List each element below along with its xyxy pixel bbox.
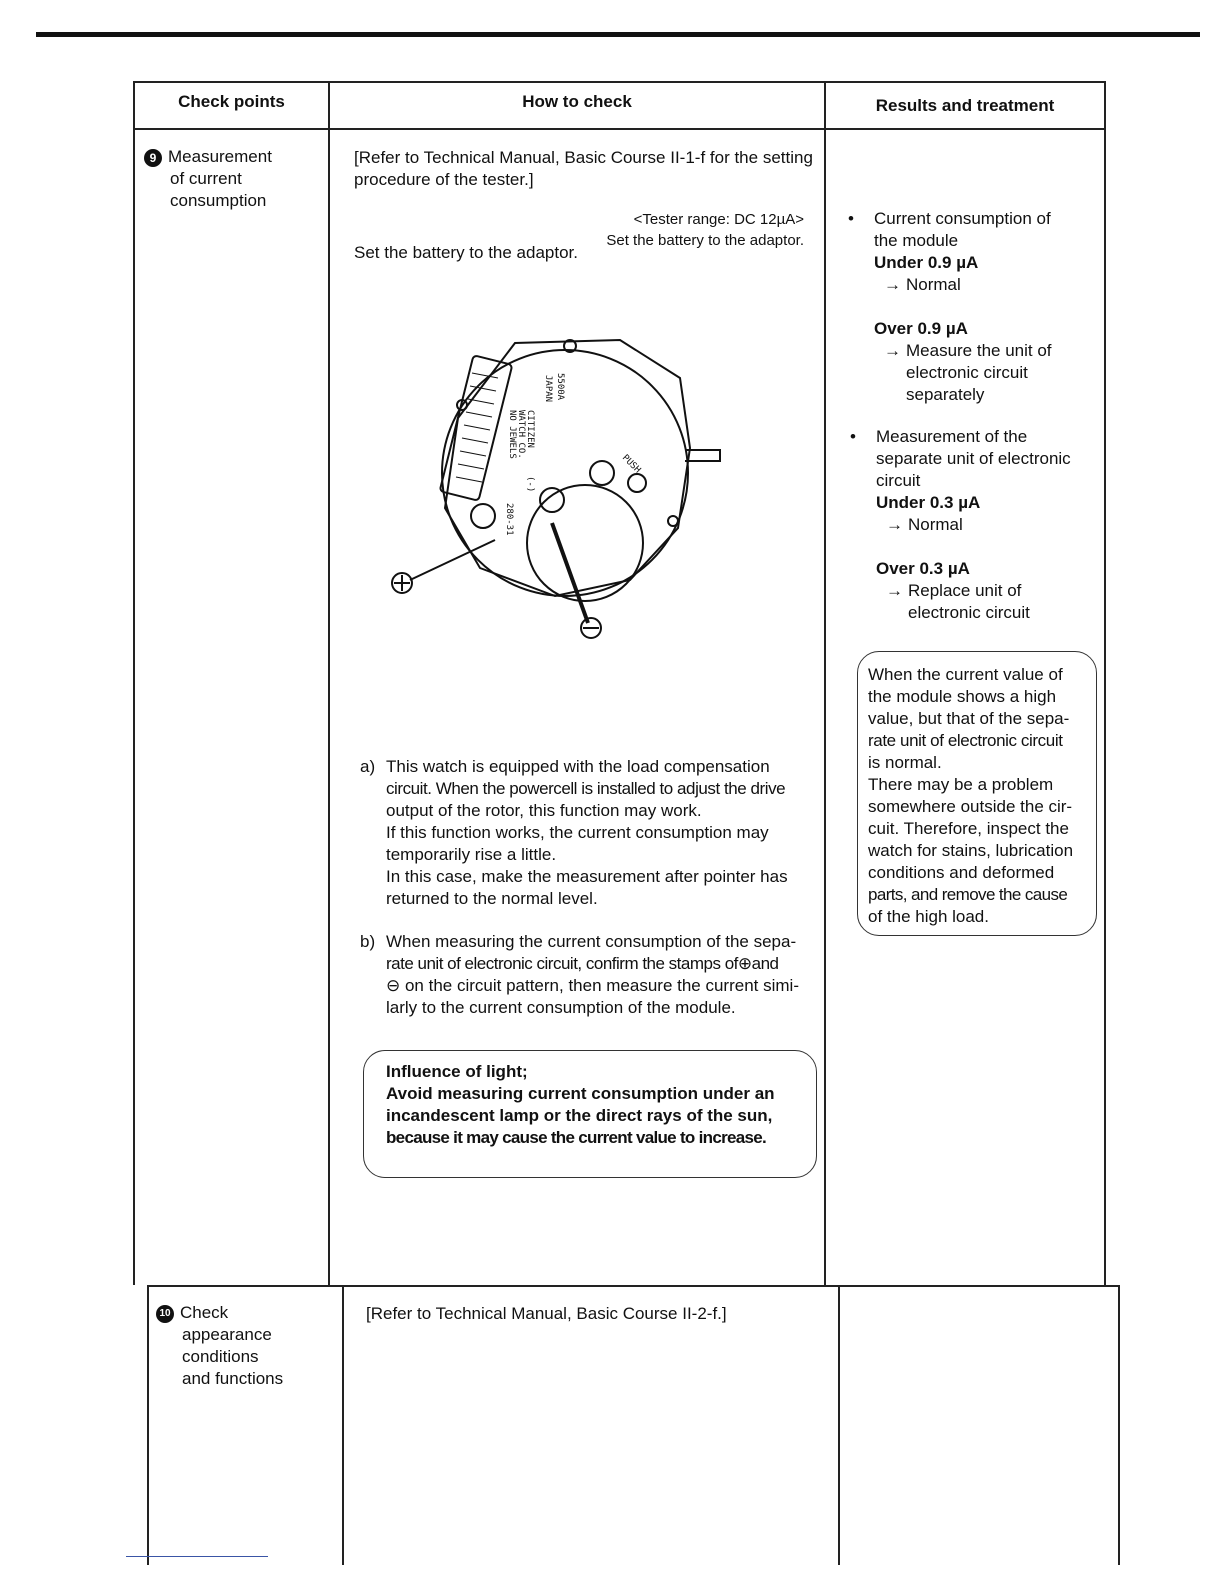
note-box-line: the module shows a high — [868, 687, 1057, 706]
result-bullet-1: • — [848, 209, 854, 228]
note-a-line: If this function works, the current consumption may — [386, 823, 769, 842]
note-box-line: somewhere outside the cir- — [868, 797, 1073, 816]
result-1-line: the module — [874, 231, 959, 250]
check-point-9-line2: of current — [170, 169, 242, 188]
header-how-to-check: How to check — [522, 92, 632, 111]
result-bullet-2: • — [850, 427, 856, 446]
battery-clamp — [540, 488, 564, 512]
hole-2 — [668, 516, 678, 526]
note-b — [360, 931, 818, 1019]
diagram-label-japan: JAPAN — [543, 375, 553, 403]
result-2-over: Over 0.3 µA — [876, 559, 970, 578]
column-divider-2-lower — [838, 1285, 840, 1565]
result-2-under-result: Normal — [908, 515, 963, 534]
check-point-10-line2: appearance — [182, 1325, 272, 1344]
check-point-9-line1: Measurement — [168, 147, 272, 166]
check-point-9 — [144, 146, 324, 212]
movement-diagram — [380, 318, 730, 658]
minus-probe — [552, 523, 588, 623]
result-2-over-line: electronic circuit — [908, 603, 1030, 622]
note-a-line: In this case, make the measurement after pointer has — [386, 867, 788, 886]
column-divider-1 — [328, 81, 330, 1285]
check-point-10-line3: conditions — [182, 1347, 259, 1366]
check-point-10-line4: and functions — [182, 1369, 284, 1388]
column-divider-2 — [824, 81, 826, 1285]
diagram-label-no-jewels: NO JEWELS — [507, 410, 517, 459]
note-b-marker: b) — [360, 932, 376, 951]
note-box-line: rate unit of electronic circuit — [868, 731, 1063, 750]
check-point-9-line3: consumption — [170, 191, 267, 210]
table-top-border — [133, 81, 1106, 83]
light-box-title: Influence of light; — [386, 1062, 528, 1081]
diagram-label-5500a: 5500A — [555, 373, 565, 401]
note-a-line: circuit. When the powercell is installed to adjust the drive — [386, 779, 786, 798]
diagram-label-citizen: CITIZEN — [525, 410, 535, 448]
result-2-line: circuit — [876, 471, 921, 490]
screw-3 — [628, 474, 646, 492]
result-1-over-line: Measure the unit of — [906, 341, 1052, 360]
top-rule — [36, 32, 1200, 37]
note-a-line: temporarily rise a little. — [386, 845, 557, 864]
battery-cell — [527, 485, 643, 601]
arrow-icon: → — [886, 581, 903, 600]
refer-basic-course — [354, 147, 814, 191]
result-2-under: Under 0.3 µA — [876, 493, 981, 512]
result-separate-unit — [850, 426, 1100, 624]
plus-sign — [394, 575, 410, 591]
high-load-note-box — [857, 651, 1097, 936]
note-a — [360, 756, 818, 910]
note-box-line: When the current value of — [868, 665, 1063, 684]
refer-line2: procedure of the tester.] — [354, 170, 534, 189]
note-b-line: rate unit of electronic circuit, confirm the stamps of⊕and — [386, 954, 779, 973]
result-1-under: Under 0.9 µA — [874, 253, 979, 272]
note-box-line: There may be a problem — [868, 775, 1054, 794]
light-box-line: Avoid measuring current consumption under an — [386, 1084, 775, 1103]
light-box-line: because it may cause the current value to increase. — [386, 1128, 767, 1147]
tester-range: <Tester range: DC 12µA> — [633, 211, 804, 228]
note-a-line: output of the rotor, this function may work. — [386, 801, 702, 820]
table-left-border-lower — [147, 1285, 149, 1565]
bottom-rule — [126, 1556, 268, 1557]
result-2-line: Measurement of the — [876, 427, 1028, 446]
note-box-line: watch for stains, lubrication — [868, 841, 1074, 860]
note-b-line: When measuring the current consumption of the sepa- — [386, 932, 797, 951]
result-1-under-result: Normal — [906, 275, 961, 294]
note-box-line: is normal. — [868, 753, 942, 772]
note-box-content — [868, 664, 1086, 928]
header-bottom-border — [133, 128, 1106, 130]
note-a-marker: a) — [360, 757, 376, 776]
note-a-line: This watch is equipped with the load compensation — [386, 757, 770, 776]
set-battery-small: Set the battery to the adaptor. — [606, 232, 804, 249]
light-box-line: incandescent lamp or the direct rays of the sun, — [386, 1106, 773, 1125]
note-a-line: returned to the normal level. — [386, 889, 598, 908]
result-1-over-line: electronic circuit — [906, 363, 1028, 382]
result-2-line: separate unit of electronic — [876, 449, 1071, 468]
check-point-10-line1: Check — [180, 1303, 229, 1322]
screw-1 — [590, 461, 614, 485]
header-results: Results and treatment — [875, 96, 1055, 115]
screw-2 — [471, 504, 495, 528]
result-1-line: Current consumption of — [874, 209, 1051, 228]
plus-probe — [410, 540, 495, 580]
result-1-over: Over 0.9 µA — [874, 319, 968, 338]
row-divider — [147, 1285, 1119, 1287]
result-1-over-line: separately — [906, 385, 985, 404]
check-point-10 — [156, 1302, 336, 1390]
arrow-icon: → — [884, 275, 901, 294]
refer-basic-course-2f: [Refer to Technical Manual, Basic Course II-2-f.] — [366, 1304, 727, 1323]
light-box-content — [386, 1061, 806, 1149]
result-2-over-line: Replace unit of — [908, 581, 1022, 600]
note-box-line: parts, and remove the cause — [868, 885, 1068, 904]
note-b-line: larly to the current consumption of the module. — [386, 998, 736, 1017]
diagram-label-watch-co: WATCH CO. — [516, 410, 526, 459]
set-battery-instruction: Set the battery to the adaptor. — [354, 243, 578, 262]
note-box-line: cuit. Therefore, inspect the — [868, 819, 1069, 838]
diagram-label-280-31: 280-31 — [504, 503, 514, 536]
table-right-border-lower — [1118, 1285, 1120, 1565]
note-box-line: of the high load. — [868, 907, 989, 926]
diagram-label-push: PUSH — [619, 453, 643, 476]
arrow-icon: → — [884, 341, 901, 360]
coil-windings — [456, 373, 498, 482]
influence-of-light-box — [363, 1050, 817, 1178]
arrow-icon: → — [886, 515, 903, 534]
note-b-line: ⊖ on the circuit pattern, then measure the current simi- — [386, 976, 799, 995]
table-right-border — [1104, 81, 1106, 1285]
column-divider-1-lower — [342, 1285, 344, 1565]
header-check-points: Check points — [178, 92, 285, 111]
table-left-border — [133, 81, 135, 1285]
note-box-line: conditions and deformed — [868, 863, 1055, 882]
note-box-line: value, but that of the sepa- — [868, 709, 1070, 728]
result-module-current — [848, 208, 1098, 406]
step-9-badge: 9 — [144, 149, 162, 167]
diagram-label-minus: (-) — [525, 476, 535, 493]
refer-line1: [Refer to Technical Manual, Basic Course II-1-f for the setting — [354, 148, 813, 167]
step-10-badge: 10 — [156, 1305, 174, 1323]
